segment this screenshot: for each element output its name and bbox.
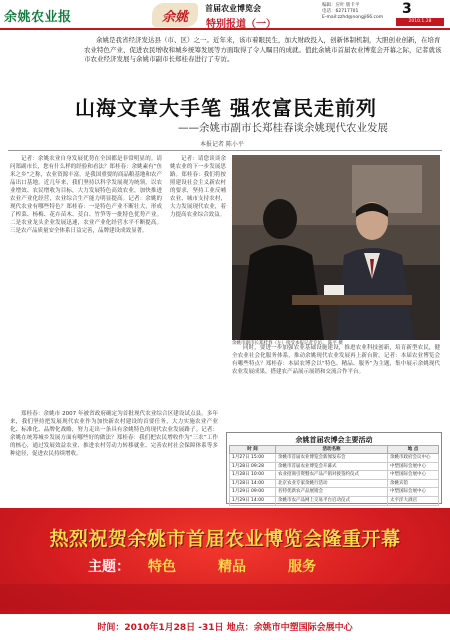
schedule-table [229, 445, 439, 506]
page-number: 3 [402, 1, 412, 17]
article-byline: 本报记者 陈小平 [200, 141, 244, 148]
table-cell: 1月29日 09:00 [230, 488, 276, 497]
article-headline: 山海文章大手笔 强农富民走前列 [75, 96, 377, 120]
intro-paragraph: 余姚是我省经济发达县（市、区）之一。近年来，该市着眼民生，加大财政投入，创新体制机制，大胆创业创新，在培育农业特色产业、促进农民增收和城乡统筹发展等方面取得了令人瞩目的成就。值此余姚市首届农业博览会开幕之际，记者就该市农业经济发展与余姚市副市长郑桂春进行了专访。 [84, 36, 442, 63]
table-row [230, 488, 439, 497]
table-cell: 中塑国际会展中心 [388, 488, 439, 497]
section-subtitle: 特别报道（一） [206, 19, 276, 30]
table-cell: 农业招商引资暨农产品产销对接签约仪式 [276, 471, 388, 480]
editor-line: 编辑：应叶 版卡平 [322, 3, 360, 8]
article-subheadline: ——余姚市副市长郑桂春谈余姚现代农业发展 [178, 122, 388, 134]
table-cell: 太平洋大酒店 [388, 496, 439, 505]
interview-photo [232, 155, 440, 340]
article-text: 记者：余姚农业自身发展优势在全国都是非常明显的。请问郑副市长，您有什么样的经验和看法？郑桂春：余姚素有“鱼米之乡”之称，农业资源丰富，是我国重要的商品粮基地和农产品出口基地。近几年来，我们坚持以科学发展观为统领，以农业增效、农民增收为目标，大力发展特色高效农业，加快推进农业产业化经营，农业综合生产能力明显提高。记者：余姚的现代农业有哪些特色？郑桂春：一是特色产业不断壮大，形成了榨菜、杨梅、花卉苗木、茭白、竹笋等一批特色优势产业。二是农业龙头企业发展迅速，农业产业化经营水平不断提高。三是农产品质量安全体系日益完善，品牌建设成效显著。 [10, 156, 162, 234]
column-header: 地 点 [388, 446, 439, 454]
table-cell: 1月28日 09:28 [230, 462, 276, 471]
table-cell: 余姚市政府会议中心 [388, 454, 439, 463]
column-header: 活动名称 [276, 446, 388, 454]
theme-label: 主题： [88, 559, 130, 575]
email-line: E-mail:zzhd@nongji66.com [322, 15, 384, 20]
table-cell: 名特优新农产品展销会 [276, 488, 388, 497]
table-row [230, 479, 439, 488]
table-cell: 中塑国际会展中心 [388, 471, 439, 480]
table-row [230, 496, 439, 505]
article-column-2 [170, 155, 226, 375]
paper-name: 余姚农业报 [4, 10, 72, 25]
schedule-box [226, 432, 442, 504]
celebration-banner [0, 508, 450, 640]
table-row [230, 454, 439, 463]
table-row [230, 471, 439, 480]
issue-info [322, 3, 383, 21]
schedule-title: 余姚首届农博会主要活动 [295, 436, 373, 444]
phone-line: 电话：62717701 [322, 9, 359, 14]
table-cell: 1月28日 10:00 [230, 471, 276, 480]
table-cell: 北京农业专家余姚行活动 [276, 479, 388, 488]
column-header: 时 间 [230, 446, 276, 454]
table-cell: 余姚市农产品网上交易平台启动仪式 [276, 496, 388, 505]
masthead [0, 0, 450, 30]
banner-footer [0, 614, 450, 640]
banner-headline: 热烈祝贺余姚市首届农业博览会隆重开幕 [49, 528, 401, 550]
table-cell: 余姚市首届农业博览会新闻发布会 [276, 454, 388, 463]
theme-word: 特色 [148, 559, 176, 575]
article-column-4 [10, 410, 218, 502]
table-cell: 余姚宾馆 [388, 479, 439, 488]
table-cell: 1月28日 14:00 [230, 479, 276, 488]
table-header-row [230, 446, 439, 454]
table-row [230, 462, 439, 471]
divider [8, 150, 442, 151]
article-text: 同时，要进一步加强农业基础设施建设，推进农业科技创新，培育新型农民，健全农业社会化服务体系，推动余姚现代农业发展再上新台阶。记者：本届农业博览会有哪些特点？郑桂春：本届农博会以“特色、精品、服务”为主题，集中展示余姚现代农业发展成果，搭建农产品展示展销和交流合作平台。 [232, 345, 440, 375]
theme-word: 精品 [218, 559, 246, 575]
table-cell: 1月27日 15:00 [230, 454, 276, 463]
expo-logo-text: 余姚 [162, 10, 189, 25]
article-text: 郑桂春：余姚市 2007 年被省政府确定为首批现代农业综合区建设试点县。多年来，我们坚持把发展现代农业作为加快新农村建设的首要任务，大力实施农业产业化、标准化、品牌化战略，努力走出一条具有余姚特色的现代农业发展路子。记者：余姚在统筹城乡发展方面有哪些好的做法？郑桂春：我们把农民增收作为“三农”工作的核心，通过发展效益农业、推进农村劳动力转移就业、完善农村社会保障体系等多种途径，促进农民持续增收。 [10, 411, 218, 457]
event-time-location: 时间：2010年1月28日 -31日 地点：余姚市中塑国际会展中心 [97, 623, 353, 633]
table-cell: 中塑国际会展中心 [388, 462, 439, 471]
theme-word: 服务 [288, 559, 316, 575]
photo-caption: 余姚市副市长郑桂春（左）接受本报记者专访。 陈平 摄 [232, 341, 343, 346]
table-cell: 余姚市首届农业博览会开幕式 [276, 462, 388, 471]
article-column-3 [232, 344, 440, 428]
section-title: 首届农业博览会 [205, 4, 261, 13]
table-cell: 1月29日 14:00 [230, 496, 276, 505]
banner-ribbon [0, 584, 450, 610]
issue-date: 2010.1.28 [396, 18, 444, 26]
article-text: 记者：请您谈谈余姚农业的下一步发展思路。郑桂春：我们将按照建设社会主义新农村的要求，坚持工业反哺农业、城市支持农村，大力发展现代农业，着力提高农业综合效益。 [170, 156, 226, 218]
article-column-1 [10, 155, 162, 407]
